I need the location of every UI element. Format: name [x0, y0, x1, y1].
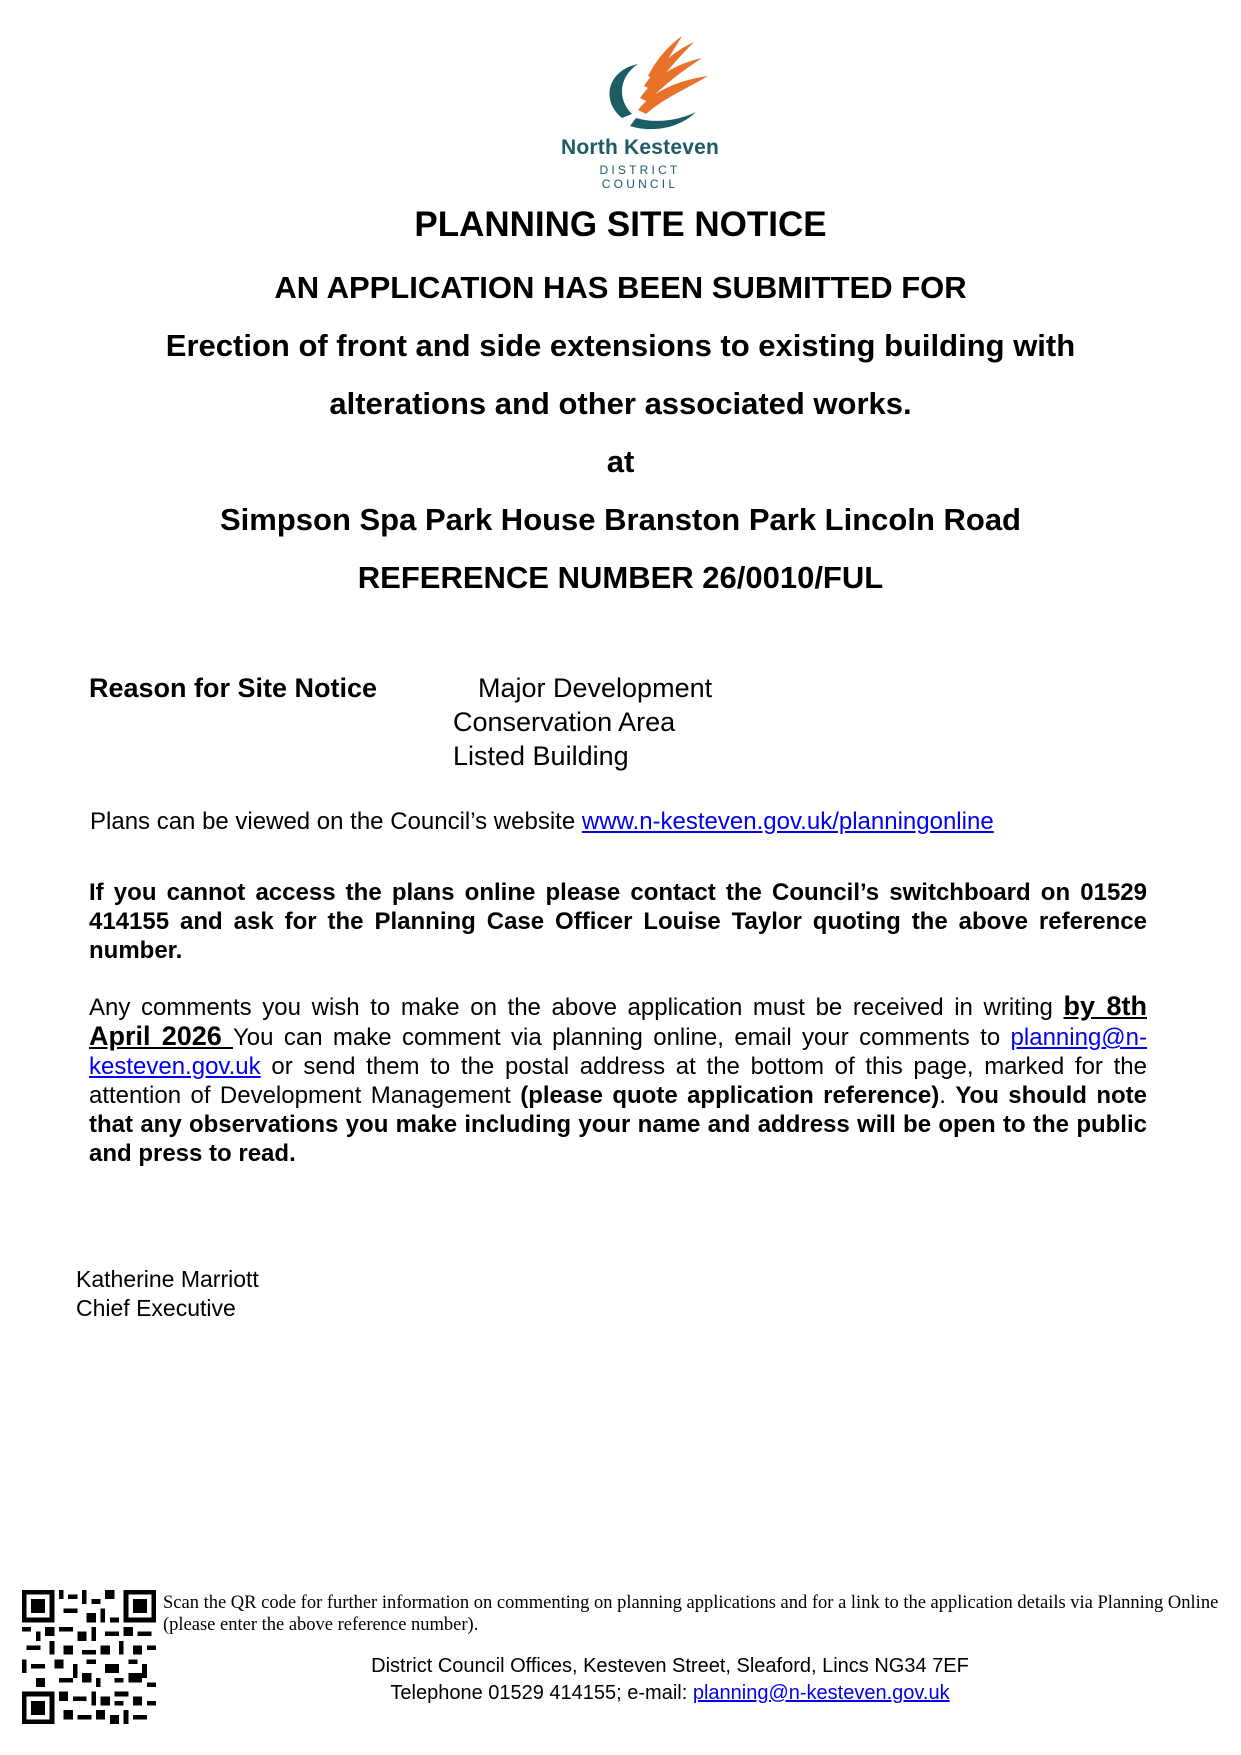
comments-paragraph	[89, 992, 1147, 1168]
swoosh-logo-icon	[560, 30, 720, 136]
reason-item-conservation-area: Conservation Area	[453, 707, 676, 737]
signatory-name: Katherine Marriott	[76, 1266, 259, 1292]
qr-code-icon	[22, 1590, 156, 1724]
council-address: District Council Offices, Kesteven Street, Sleaford, Lincs NG34 7EF	[371, 1655, 969, 1677]
comments-after-email: or send them to the postal address at the bottom of this page, marked for the attention of Development Management	[89, 1053, 1147, 1109]
description-line-2: alterations and other associated works.	[329, 386, 912, 421]
comments-after-deadline: You can make comment via planning online, email your comments to	[232, 1024, 1011, 1051]
plans-paragraph	[90, 808, 994, 836]
comments-public-note: You should note that any observations you make including your name and address will be open to the public and press to read.	[89, 1082, 1148, 1167]
plans-text: Plans can be viewed on the Council’s website	[90, 808, 582, 835]
qr-code[interactable]	[22, 1590, 156, 1724]
reason-item-major-development: Major Development	[478, 673, 713, 703]
planning-online-link[interactable]: www.n-kesteven.gov.uk/planningonline	[581, 808, 994, 835]
council-logo	[560, 30, 720, 191]
reference-number: REFERENCE NUMBER 26/0010/FUL	[357, 560, 884, 595]
reason-item-listed-building: Listed Building	[453, 741, 629, 771]
logo-name: North Kesteven	[560, 136, 719, 159]
footer-contact	[160, 1682, 1180, 1705]
footer-telephone: Telephone 01529 414155; e-mail:	[390, 1682, 693, 1704]
notice-title: PLANNING SITE NOTICE	[414, 205, 827, 244]
footer-email-link[interactable]: planning@n-kesteven.gov.uk	[692, 1682, 950, 1704]
comments-deadline: by 8th April 2026	[89, 991, 1147, 1051]
contact-paragraph: If you cannot access the plans online please contact the Council’s switchboard on 01529 414155 and ask for the Planning Case Officer Louise Taylor quoting the above reference number.	[89, 879, 1147, 964]
comments-email-link[interactable]: planning@n-kesteven.gov.uk	[89, 1024, 1147, 1080]
reason-label: Reason for Site Notice	[89, 673, 378, 703]
at-label: at	[606, 444, 635, 479]
site-address: Simpson Spa Park House Branston Park Lincoln Road	[219, 502, 1021, 537]
qr-instructions: Scan the QR code for further information on commenting on planning applications and for a link to the application details via Planning Online (please enter the above reference number).	[163, 1593, 1219, 1635]
logo-subtitle: DISTRICT COUNCIL	[599, 163, 681, 191]
description-line-1: Erection of front and side extensions to existing building with	[165, 328, 1076, 363]
comments-intro: Any comments you wish to make on the above application must be received in writing	[89, 994, 1064, 1021]
comments-quote-reference: (please quote application reference)	[520, 1082, 940, 1109]
notice-subtitle: AN APPLICATION HAS BEEN SUBMITTED FOR	[274, 270, 967, 305]
signatory-title: Chief Executive	[76, 1295, 236, 1321]
comments-period: .	[939, 1082, 946, 1109]
